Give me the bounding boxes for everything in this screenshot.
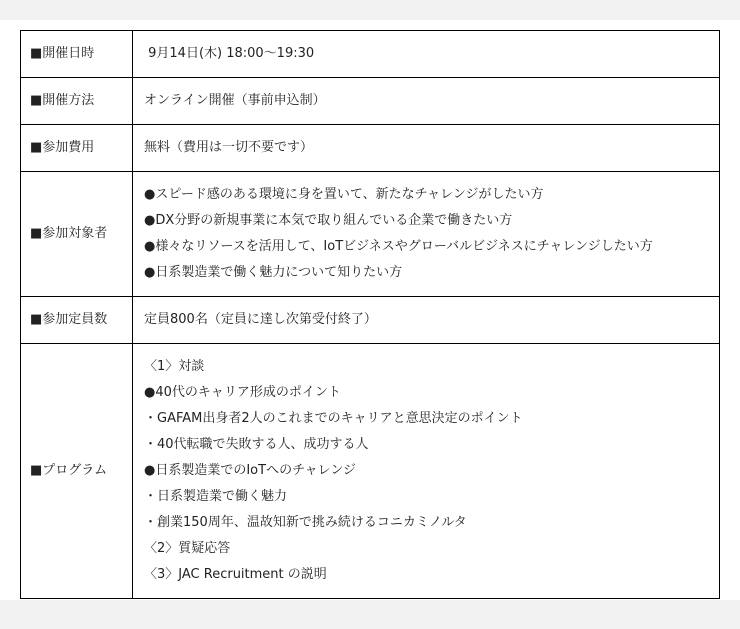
row-label: ■参加費用 [21,125,133,172]
value-line: 9月14日(木) 18:00〜19:30 [144,46,315,61]
value-line: ●DX分野の新規事業に本気で取り組んでいる企業で働きたい方 [144,213,513,228]
row-value [133,125,720,172]
row-value [133,31,720,78]
value-line: ●様々なリソースを活用して、IoTビジネスやグローバルビジネスにチャレンジしたい方 [144,239,653,254]
value-line: オンライン開催（事前申込制） [144,93,326,108]
value-line: ●スピード感のある環境に身を置いて、新たなチャレンジがしたい方 [144,187,544,202]
row-value [133,78,720,125]
value-line: 〈1〉対談 [144,359,205,374]
value-line: 〈3〉JAC Recruitment の説明 [144,567,327,582]
row-date [21,31,720,78]
value-line: 無料（費用は一切不要です） [144,140,314,155]
row-value [133,297,720,344]
row-label: ■開催方法 [21,78,133,125]
row-target [21,172,720,297]
document-sheet [0,20,740,600]
value-line: ・GAFAM出身者2人のこれまでのキャリアと意思決定のポイント [144,411,523,426]
row-fee [21,125,720,172]
row-label: ■プログラム [21,344,133,599]
value-line: ●40代のキャリア形成のポイント [144,385,341,400]
value-line: ・創業150周年、温故知新で挑み続けるコニカミノルタ [144,515,467,530]
value-line: ●日系製造業で働く魅力について知りたい方 [144,265,403,280]
row-label: ■参加対象者 [21,172,133,297]
value-line: ●日系製造業でのIoTへのチャレンジ [144,463,357,478]
row-method [21,78,720,125]
row-capacity [21,297,720,344]
row-value [133,344,720,599]
row-label: ■参加定員数 [21,297,133,344]
value-line: ・40代転職で失敗する人、成功する人 [144,437,369,452]
row-program [21,344,720,599]
event-info-table [20,30,720,599]
row-value [133,172,720,297]
value-line: 〈2〉質疑応答 [144,541,231,556]
row-label: ■開催日時 [21,31,133,78]
value-line: 定員800名（定員に達し次第受付終了） [144,312,377,327]
value-line: ・日系製造業で働く魅力 [144,489,288,504]
